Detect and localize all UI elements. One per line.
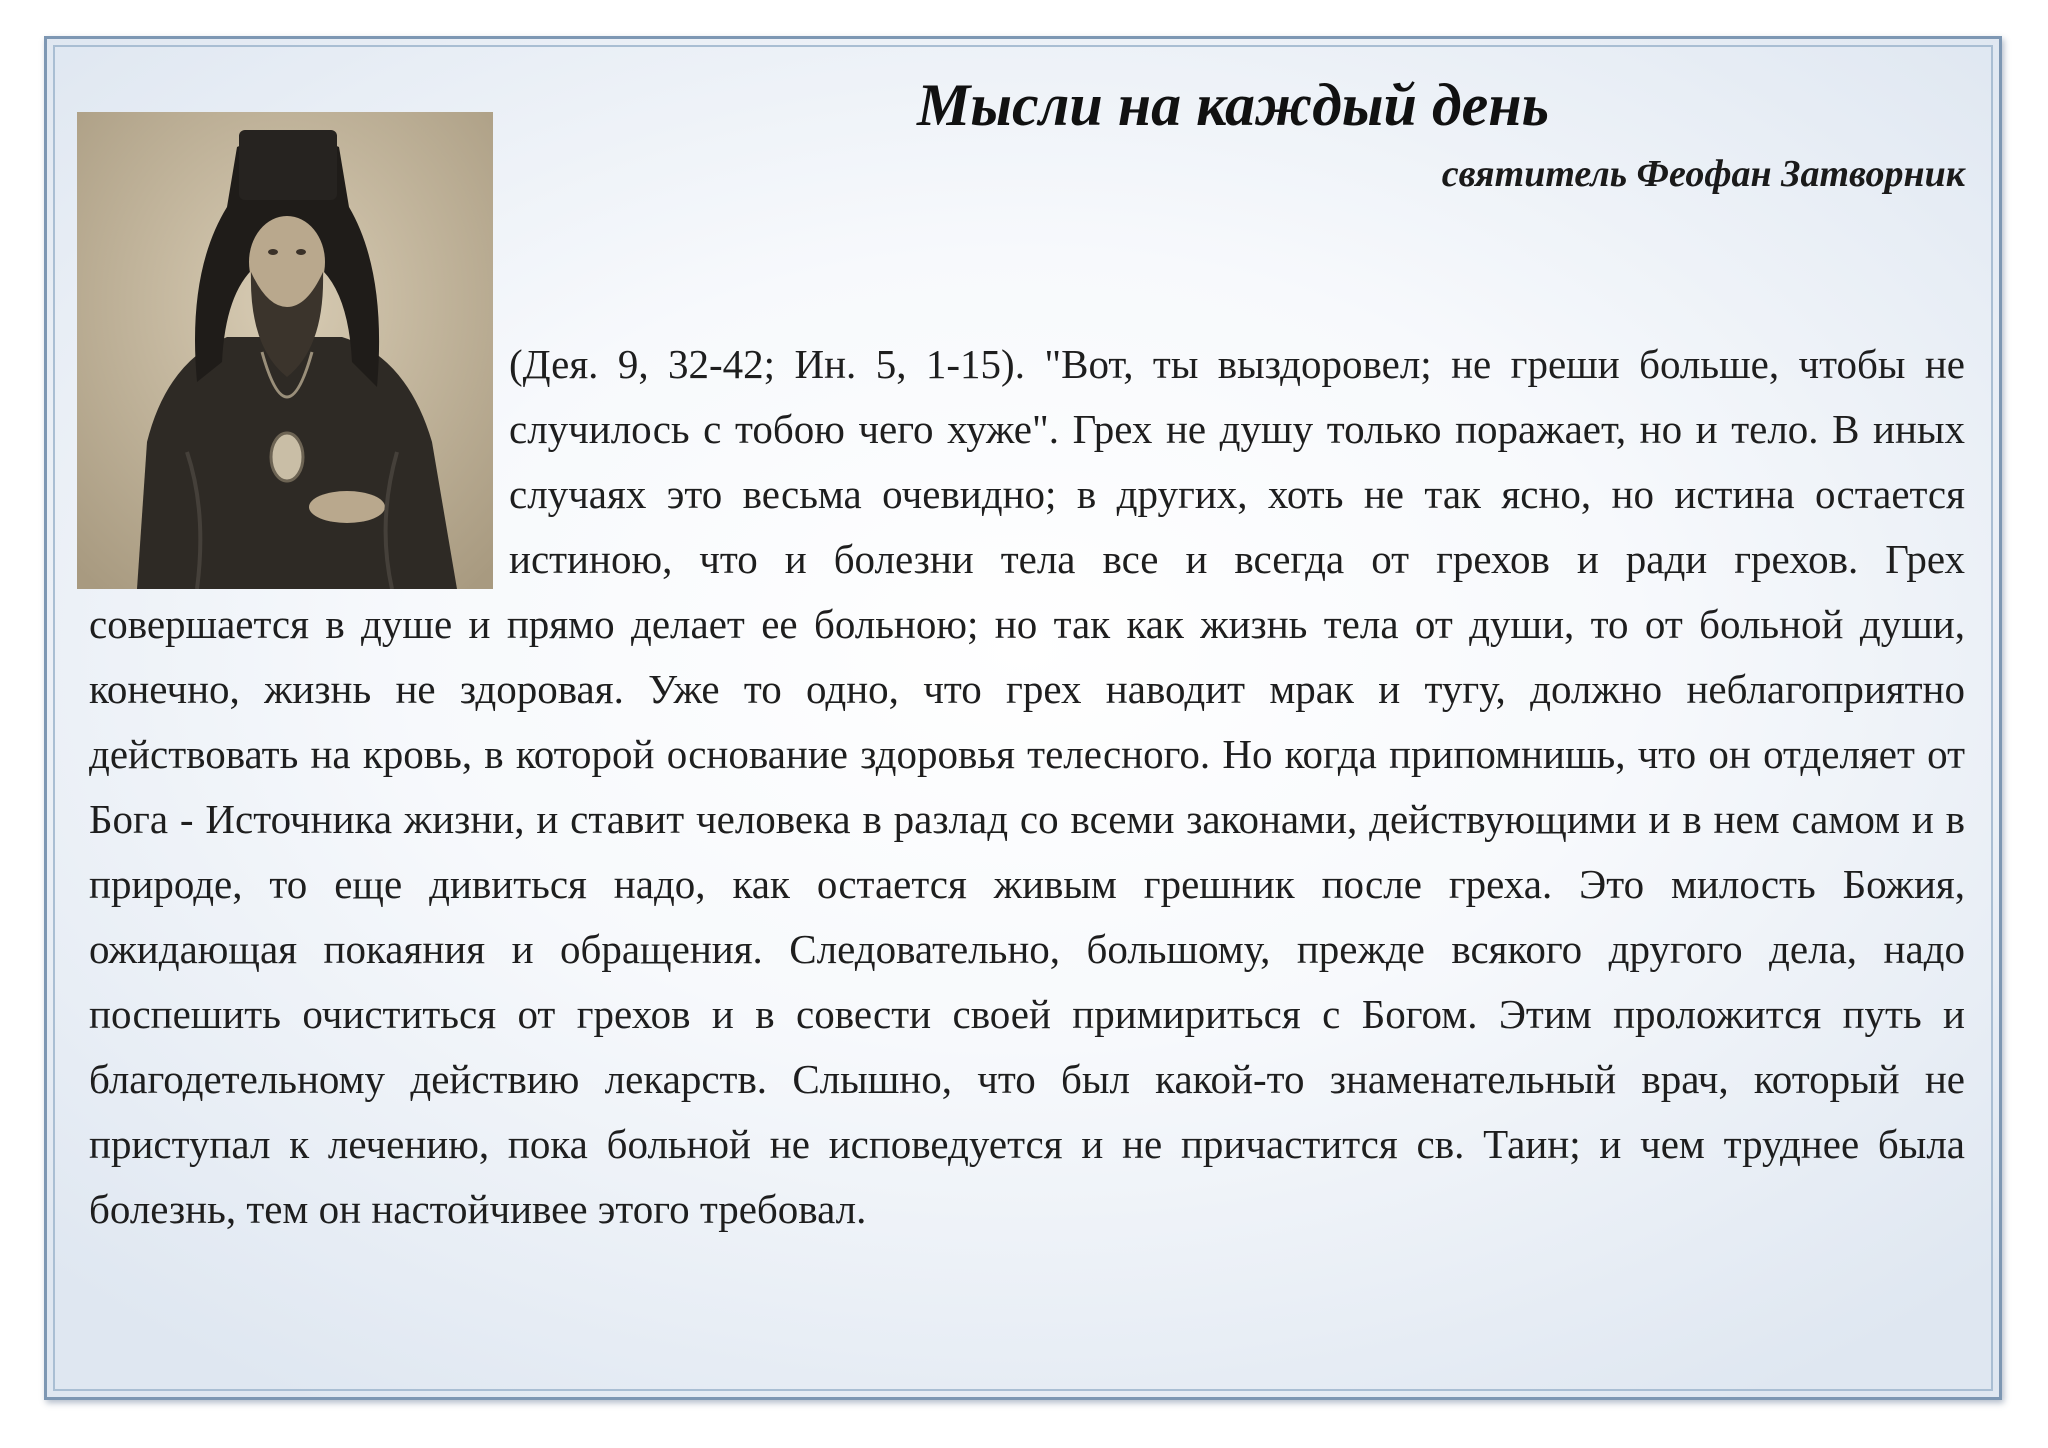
author-subtitle: святитель Феофан Затворник	[1441, 153, 1965, 195]
portrait-engraving-icon	[77, 112, 493, 589]
page-frame	[44, 36, 2002, 1400]
article-paragraph: (Дея. 9, 32-42; Ин. 5, 1-15). "Вот, ты выздоровел; не греши больше, чтобы не случилось с тобою чего хуже". Грех не душу только поражает, но и тело. В иных случаях это весьма очевидно; в других, хоть не так ясно, но истина остается истиною, что и болезни тела все и всегда от грехов и ради грехов. Грех совершается в душе и прямо делает ее больною; но так как жизнь тела от души, то от больной души, конечно, жизнь не здоровая. Уже то одно, что грех наводит мрак и тугу, должно неблагоприятно действовать на кровь, в которой основание здоровья телесного. Но когда припомнишь, что он отделяет от Бога - Источника жизни, и ставит человека в разлад со всеми законами, действующими и в нем самом и в природе, то еще дивиться надо, как остается живым грешник после греха. Это милость Божия, ожидающая покаяния и обращения. Следовательно, большому, прежде всякого другого дела, надо поспешить очиститься от грехов и в совести своей примириться с Богом. Этим проложится путь и благодетельному действию лекарств. Слышно, что был какой-то знаменательный врач, который не приступал к лечению, пока больной не исповедуется и не причастится св. Таин; и чем труднее была болезнь, тем он настойчивее этого требовал.	[89, 341, 1965, 1232]
article-body	[89, 332, 1965, 1242]
portrait-image	[77, 112, 493, 589]
page-title: Мысли на каждый день	[917, 72, 1550, 138]
